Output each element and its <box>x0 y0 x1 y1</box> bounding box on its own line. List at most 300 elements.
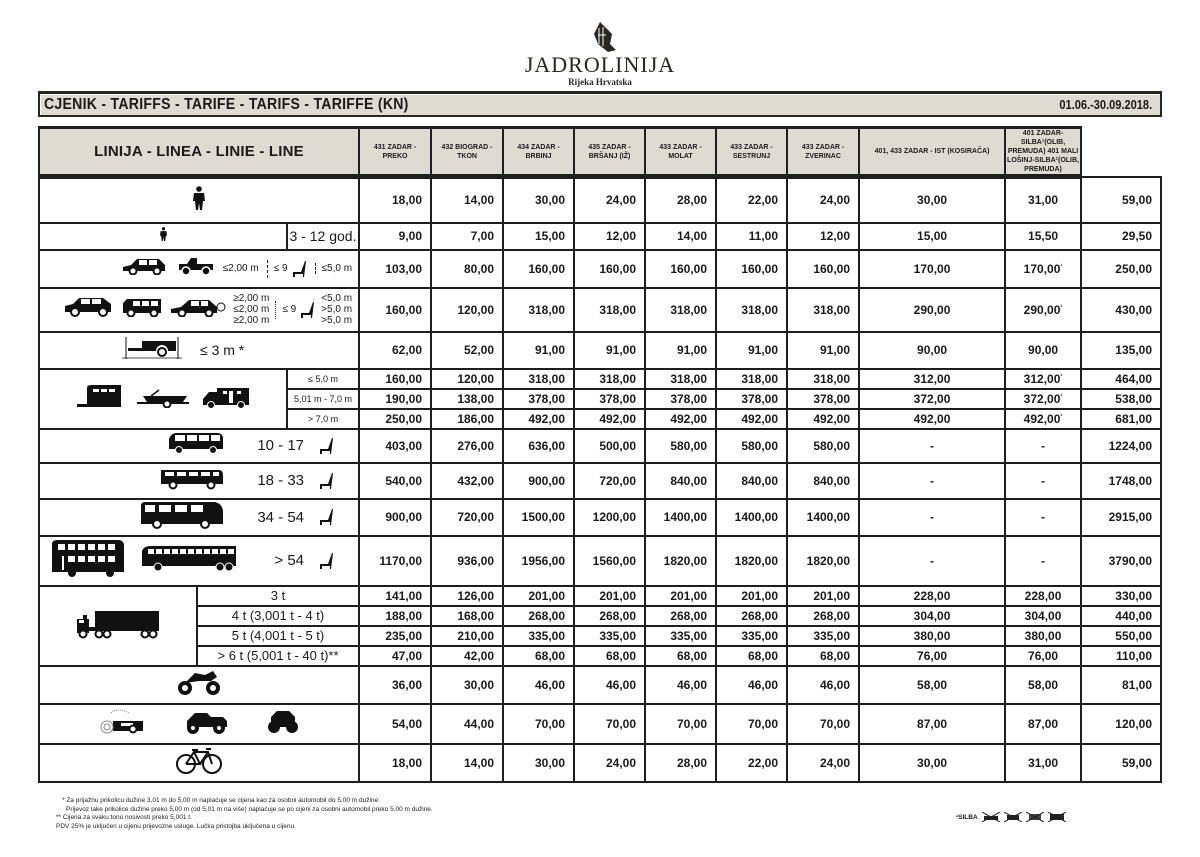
tariff-table <box>38 126 1162 783</box>
price-cell: - <box>1005 429 1081 463</box>
price-cell: 15,00 <box>503 223 574 250</box>
seat-range-label: > 54 <box>274 552 305 569</box>
price-cell: 135,00 <box>1081 332 1161 369</box>
price-cell: 840,00 <box>787 463 859 499</box>
price-cell: 120,00 <box>1081 704 1161 744</box>
price-cell: 30,00 <box>859 177 1005 223</box>
price-cell: 681,00 <box>1081 409 1161 429</box>
price-cell: 15,00 <box>859 223 1005 250</box>
column-header: 434 ZADAR - BRBINJ <box>503 128 574 177</box>
price-cell: 14,00 <box>645 223 716 250</box>
price-cell: 492,00 <box>716 409 787 429</box>
footnote-marker: ¹ <box>1060 263 1063 270</box>
height-limit: ≤2,00 m <box>222 263 259 274</box>
price-cell: 1200,00 <box>574 499 645 536</box>
price-cell: 76,00 <box>1005 646 1081 666</box>
footnote-per-ton: ** Cijena za svaku tonu nosivosti preko 5,001 t. <box>56 814 192 821</box>
price-cell: 492,00 <box>645 409 716 429</box>
vehicle-icon-cell <box>39 250 359 288</box>
price-cell: 46,00 <box>645 666 716 704</box>
table-row-bus-34-54 <box>39 499 1161 536</box>
column-header: 435 ZADAR - BRŠANJ (IŽ) <box>574 128 645 177</box>
length-class-label: ≤ 5,0 m <box>287 369 359 389</box>
price-cell: 1560,00 <box>574 536 645 586</box>
price-cell: 24,00 <box>574 744 645 782</box>
table-row-motorcycle <box>39 666 1161 704</box>
price-cell: 12,00 <box>574 223 645 250</box>
price-cell: 492,00 <box>574 409 645 429</box>
price-cell: 540,00 <box>359 463 431 499</box>
price-cell: 1400,00 <box>787 499 859 536</box>
seat-icon <box>299 301 315 319</box>
price-cell: 24,00 <box>787 744 859 782</box>
price-cell: 70,00 <box>645 704 716 744</box>
price-cell: 318,00 <box>574 288 645 332</box>
price-cell: 268,00 <box>645 606 716 626</box>
crossed-truck-icon <box>1048 812 1066 822</box>
price-cell: 432,00 <box>431 463 503 499</box>
price-cell: 160,00 <box>716 250 787 288</box>
bus-icon <box>139 500 225 535</box>
price-cell: 24,00 <box>787 177 859 223</box>
price-cell: 2915,00 <box>1081 499 1161 536</box>
vehicle-icon-cell <box>39 666 359 704</box>
price-cell: - <box>859 499 1005 536</box>
seat-icon <box>318 472 334 490</box>
price-cell: 14,00 <box>431 744 503 782</box>
van-icon <box>121 297 163 322</box>
price-cell: 91,00 <box>645 332 716 369</box>
seat-icon <box>318 552 334 570</box>
price-cell: 22,00 <box>716 177 787 223</box>
vehicle-icon-cell <box>39 536 359 586</box>
validity-period: 01.06.-30.09.2018. <box>1059 97 1152 112</box>
suv-icon <box>63 297 115 322</box>
price-cell: 380,00 <box>859 626 1005 646</box>
price-cell: 330,00 <box>1081 586 1161 606</box>
seat-icon <box>291 260 307 278</box>
price-cell: 3790,00 <box>1081 536 1161 586</box>
price-cell: 46,00 <box>574 666 645 704</box>
footnote-trailer: * Za prijažnu prikolicu dužine 3,01 m do 5,00 m naplaćuje se cijena kao za osobni automobil do 5,00 m dužine. <box>62 797 380 804</box>
price-cell: 110,00 <box>1081 646 1161 666</box>
seat-icon <box>318 508 334 526</box>
price-cell: 44,00 <box>431 704 503 744</box>
price-cell: 430,00 <box>1081 288 1161 332</box>
table-row-bus-18-33 <box>39 463 1161 499</box>
crossed-camper-icon <box>1026 812 1044 822</box>
price-cell: 31,00 <box>1005 177 1081 223</box>
price-cell: 304,00 <box>859 606 1005 626</box>
price-cell: 81,00 <box>1081 666 1161 704</box>
price-cell: 550,00 <box>1081 626 1161 646</box>
price-cell: 372,00 <box>859 389 1005 409</box>
price-cell: 335,00 <box>503 626 574 646</box>
vehicle-icon-cell <box>39 369 287 429</box>
jadrolinija-logo <box>500 20 700 90</box>
price-cell: 290,00 <box>859 288 1005 332</box>
price-cell: 9,00 <box>359 223 431 250</box>
price-cell: 378,00 <box>645 389 716 409</box>
price-cell: 31,00 <box>1005 744 1081 782</box>
price-cell: - <box>1005 499 1081 536</box>
vehicle-icon-cell <box>39 288 359 332</box>
price-cell: - <box>859 429 1005 463</box>
price-cell: 87,00 <box>1005 704 1081 744</box>
price-cell: 720,00 <box>431 499 503 536</box>
price-cell: 70,00 <box>503 704 574 744</box>
table-row-atv <box>39 704 1161 744</box>
bicycle-icon <box>175 746 223 779</box>
table-row-adult <box>39 177 1161 223</box>
silba-restriction-note <box>956 812 1066 822</box>
price-cell: 1820,00 <box>716 536 787 586</box>
price-cell: 312,00 <box>859 369 1005 389</box>
footnote-marker: ¹ <box>1060 413 1063 420</box>
seat-limit: ≤ 9 <box>273 263 288 274</box>
price-cell: 170,00 <box>859 250 1005 288</box>
price-cell: $290,00^{^1}$ <box>1005 288 1081 332</box>
price-cell: 318,00 <box>787 288 859 332</box>
price-cell: 80,00 <box>431 250 503 288</box>
price-cell: 201,00 <box>787 586 859 606</box>
quad-icon <box>181 707 229 740</box>
price-cell: 160,00 <box>503 250 574 288</box>
price-cell: 22,00 <box>716 744 787 782</box>
price-cell: 70,00 <box>716 704 787 744</box>
price-cell: 900,00 <box>503 463 574 499</box>
seat-range-label: 18 - 33 <box>257 472 305 489</box>
price-cell: 228,00 <box>859 586 1005 606</box>
line-header: LINIJA - LINEA - LINIE - LINE <box>39 128 359 177</box>
price-cell: 318,00 <box>645 369 716 389</box>
price-cell: 268,00 <box>716 606 787 626</box>
price-cell: - <box>859 536 1005 586</box>
price-cell: 18,00 <box>359 744 431 782</box>
price-cell: 268,00 <box>574 606 645 626</box>
age-range-label: 3 - 12 god. <box>287 223 359 250</box>
price-cell: 141,00 <box>359 586 431 606</box>
price-cell: 160,00 <box>645 250 716 288</box>
price-cell: 186,00 <box>431 409 503 429</box>
lawn-tractor-icon <box>97 707 145 740</box>
price-cell: 70,00 <box>787 704 859 744</box>
table-row-trailer <box>39 332 1161 369</box>
price-cell: 188,00 <box>359 606 431 626</box>
price-cell: 378,00 <box>574 389 645 409</box>
price-cell: 936,00 <box>431 536 503 586</box>
price-cell: 68,00 <box>716 646 787 666</box>
table-row-truck <box>39 626 1161 646</box>
price-cell: 91,00 <box>574 332 645 369</box>
price-cell: 1956,00 <box>503 536 574 586</box>
price-cell: 190,00 <box>359 389 431 409</box>
logo-mark-icon <box>586 22 618 56</box>
small-quad-icon <box>265 707 301 740</box>
price-cell: 1820,00 <box>787 536 859 586</box>
weight-class-label: 5 t (4,001 t - 5 t) <box>197 626 359 646</box>
price-cell: 54,00 <box>359 704 431 744</box>
price-cell: $372,00^{^1}$ <box>1005 389 1081 409</box>
table-row-child <box>39 223 1161 250</box>
price-cell: 201,00 <box>645 586 716 606</box>
price-cell: 378,00 <box>503 389 574 409</box>
price-cell: 28,00 <box>645 744 716 782</box>
midibus-icon <box>159 466 225 495</box>
price-cell: 201,00 <box>574 586 645 606</box>
footnote-vat: PDV 25% je uključen u cijenu prijevozne usluge. Lučka pristojba uključena u cijenu. <box>56 822 296 830</box>
silba-label: ¹SILBA <box>956 813 978 821</box>
footnote-marker: ¹ <box>1060 304 1063 311</box>
truck-icon <box>75 609 161 642</box>
price-cell: 47,00 <box>359 646 431 666</box>
price-cell: 235,00 <box>359 626 431 646</box>
price-cell: 160,00 <box>574 250 645 288</box>
column-header: 431 ZADAR - PREKO <box>359 128 431 177</box>
seat-range-label: 34 - 54 <box>257 508 305 526</box>
price-cell: 1400,00 <box>645 499 716 536</box>
price-cell: 268,00 <box>787 606 859 626</box>
price-cell: 1500,00 <box>503 499 574 536</box>
price-cell: 580,00 <box>645 429 716 463</box>
vehicle-icon-cell <box>39 429 359 463</box>
price-cell: 1820,00 <box>645 536 716 586</box>
vehicle-icon-cell <box>39 586 197 666</box>
table-row-caravan <box>39 369 1161 389</box>
price-cell: 1224,00 <box>1081 429 1161 463</box>
price-cell: 87,00 <box>859 704 1005 744</box>
column-header: 433 ZADAR - SESTRUNJ <box>716 128 787 177</box>
footnotes <box>56 797 433 831</box>
price-cell: 120,00 <box>431 288 503 332</box>
minibus-icon <box>167 431 225 460</box>
price-cell: 68,00 <box>787 646 859 666</box>
crossed-car-icon <box>982 812 1000 822</box>
height-limits: ≥2,00 m ≤2,00 m ≥2,00 m <box>233 293 270 326</box>
price-cell: 538,00 <box>1081 389 1161 409</box>
price-cell: 335,00 <box>716 626 787 646</box>
price-cell: 59,00 <box>1081 744 1161 782</box>
table-row-truck <box>39 646 1161 666</box>
price-cell: 24,00 <box>574 177 645 223</box>
price-cell: 36,00 <box>359 666 431 704</box>
price-cell: 12,00 <box>787 223 859 250</box>
coach-icon <box>140 543 242 578</box>
price-cell: 30,00 <box>859 744 1005 782</box>
price-cell: $170,00^{^1}$ <box>1005 250 1081 288</box>
child-passenger-icon <box>159 227 168 246</box>
price-cell: 68,00 <box>503 646 574 666</box>
boat-trailer-icon <box>137 386 189 411</box>
jeep-icon <box>177 256 215 281</box>
table-row-truck <box>39 606 1161 626</box>
vehicle-icon-cell <box>39 223 287 250</box>
price-cell: - <box>1005 536 1081 586</box>
price-cell: 380,00 <box>1005 626 1081 646</box>
price-cell: 464,00 <box>1081 369 1161 389</box>
price-cell: $492,00^{^1}$ <box>1005 409 1081 429</box>
price-cell: - <box>859 463 1005 499</box>
price-cell: 492,00 <box>787 409 859 429</box>
price-cell: 250,00 <box>1081 250 1161 288</box>
page-title: CJENIK - TARIFFS - TARIFE - TARIFS - TARIFFE (KN) <box>44 95 409 113</box>
price-cell: 318,00 <box>503 288 574 332</box>
title-bar <box>38 91 1162 117</box>
price-cell: 138,00 <box>431 389 503 409</box>
price-cell: 30,00 <box>431 666 503 704</box>
price-cell: 168,00 <box>431 606 503 626</box>
price-cell: 318,00 <box>645 288 716 332</box>
price-cell: 492,00 <box>503 409 574 429</box>
price-cell: 840,00 <box>645 463 716 499</box>
weight-class-label: 4 t (3,001 t - 4 t) <box>197 606 359 626</box>
table-row-car-large <box>39 288 1161 332</box>
price-cell: 318,00 <box>787 369 859 389</box>
length-limits: <5,0 m >5,0 m >5,0 m <box>321 293 353 326</box>
motorcycle-icon <box>175 667 223 702</box>
vehicle-icon-cell <box>39 332 359 369</box>
vehicle-icon-cell <box>39 463 359 499</box>
price-cell: 1748,00 <box>1081 463 1161 499</box>
length-class-label: 5,01 m - 7,0 m <box>287 389 359 409</box>
vehicle-icon-cell <box>39 499 359 536</box>
price-cell: 76,00 <box>859 646 1005 666</box>
price-cell: 250,00 <box>359 409 431 429</box>
price-cell: 59,00 <box>1081 177 1161 223</box>
price-cell: 378,00 <box>787 389 859 409</box>
price-cell: 91,00 <box>716 332 787 369</box>
price-cell: 228,00 <box>1005 586 1081 606</box>
price-cell: 15,50 <box>1005 223 1081 250</box>
price-cell: 720,00 <box>574 463 645 499</box>
price-cell: 58,00 <box>1005 666 1081 704</box>
length-limit: ≤5,0 m <box>315 263 353 274</box>
length-class-label: > 7,0 m <box>287 409 359 429</box>
price-cell: 335,00 <box>574 626 645 646</box>
price-cell: 18,00 <box>359 177 431 223</box>
footnote-marker: ¹ <box>1060 373 1063 380</box>
price-cell: 580,00 <box>716 429 787 463</box>
price-cell: 492,00 <box>859 409 1005 429</box>
price-cell: 268,00 <box>503 606 574 626</box>
price-cell: 52,00 <box>431 332 503 369</box>
price-cell: - <box>1005 463 1081 499</box>
column-header: 432 BIOGRAD - TKON <box>431 128 503 177</box>
price-cell: 210,00 <box>431 626 503 646</box>
double-decker-icon <box>50 538 126 583</box>
trailer-icon <box>122 335 182 366</box>
price-cell: 28,00 <box>645 177 716 223</box>
crossed-jeep-icon <box>1004 812 1022 822</box>
price-cell: 91,00 <box>787 332 859 369</box>
price-cell: 304,00 <box>1005 606 1081 626</box>
seat-range-label: 10 - 17 <box>257 437 305 454</box>
price-cell: 120,00 <box>431 369 503 389</box>
price-cell: 14,00 <box>431 177 503 223</box>
price-cell: 160,00 <box>787 250 859 288</box>
price-cell: 46,00 <box>716 666 787 704</box>
seat-icon <box>318 437 334 455</box>
price-cell: 30,00 <box>503 177 574 223</box>
price-cell: 46,00 <box>503 666 574 704</box>
price-cell: 318,00 <box>716 369 787 389</box>
column-header: 433 ZADAR - ZVERINAC <box>787 128 859 177</box>
footnote-light-trailer: Prijevoz lake prikolice dužine preko 5,00 m (od 5,01 m na više) naplaćuje se po cijeni za osobni automobil preko 5,00 m dužine. <box>66 805 433 813</box>
price-cell: 126,00 <box>431 586 503 606</box>
price-cell: 1170,00 <box>359 536 431 586</box>
price-cell: 11,00 <box>716 223 787 250</box>
price-cell: 276,00 <box>431 429 503 463</box>
adult-passenger-icon <box>192 186 206 215</box>
table-row-bus-54plus <box>39 536 1161 586</box>
price-cell: 440,00 <box>1081 606 1161 626</box>
seat-limit: ≤ 9 <box>282 304 297 315</box>
price-cell: 201,00 <box>716 586 787 606</box>
price-cell: 91,00 <box>503 332 574 369</box>
price-cell: 335,00 <box>645 626 716 646</box>
logo-subtitle: Rijeka Hrvatska <box>568 77 632 87</box>
price-cell: 103,00 <box>359 250 431 288</box>
price-cell: 500,00 <box>574 429 645 463</box>
price-cell: 840,00 <box>716 463 787 499</box>
weight-class-label: 3 t <box>197 586 359 606</box>
car-icon <box>121 257 169 280</box>
price-cell: 62,00 <box>359 332 431 369</box>
table-row-truck <box>39 586 1161 606</box>
table-row-bicycle <box>39 744 1161 782</box>
table-row-car-small <box>39 250 1161 288</box>
price-cell: 335,00 <box>787 626 859 646</box>
table-row-bus-10-17 <box>39 429 1161 463</box>
price-cell: 68,00 <box>574 646 645 666</box>
vehicle-icon-cell <box>39 704 359 744</box>
price-cell: 378,00 <box>716 389 787 409</box>
column-header: 401, 433 ZADAR - IST (KOSIRAČA) <box>859 128 1005 177</box>
price-cell: 58,00 <box>859 666 1005 704</box>
logo-name: JADROLINIJA <box>524 52 676 77</box>
column-header: 433 ZADAR - MOLAT <box>645 128 716 177</box>
price-cell: 403,00 <box>359 429 431 463</box>
price-cell: 42,00 <box>431 646 503 666</box>
header-row <box>39 128 1161 177</box>
price-cell: 160,00 <box>359 288 431 332</box>
price-cell: 160,00 <box>359 369 431 389</box>
price-cell: $312,00^{^1}$ <box>1005 369 1081 389</box>
footnote-marker: ¹ <box>1060 393 1063 400</box>
price-cell: 318,00 <box>716 288 787 332</box>
horse-trailer-icon <box>75 384 125 413</box>
price-cell: 68,00 <box>645 646 716 666</box>
price-cell: 46,00 <box>787 666 859 704</box>
camper-icon <box>201 385 251 412</box>
vehicle-icon-cell <box>39 744 359 782</box>
column-header: 401 ZADAR-SILBA¹(OLIB, PREMUDA) 401 MALI LOŠINJ-SILBA¹(OLIB, PREMUDA) <box>1005 128 1081 177</box>
price-cell: 1400,00 <box>716 499 787 536</box>
price-cell: 318,00 <box>503 369 574 389</box>
car-bikes-icon <box>169 297 227 322</box>
price-cell: 636,00 <box>503 429 574 463</box>
trailer-length-label: ≤ 3 m * <box>200 342 245 358</box>
weight-class-label: > 6 t (5,001 t - 40 t)** <box>197 646 359 666</box>
price-cell: 201,00 <box>503 586 574 606</box>
price-cell: 70,00 <box>574 704 645 744</box>
price-cell: 318,00 <box>574 369 645 389</box>
price-cell: 580,00 <box>787 429 859 463</box>
price-cell: 29,50 <box>1081 223 1161 250</box>
vehicle-icon-cell <box>39 177 359 223</box>
price-cell: 90,00 <box>859 332 1005 369</box>
price-cell: 7,00 <box>431 223 503 250</box>
